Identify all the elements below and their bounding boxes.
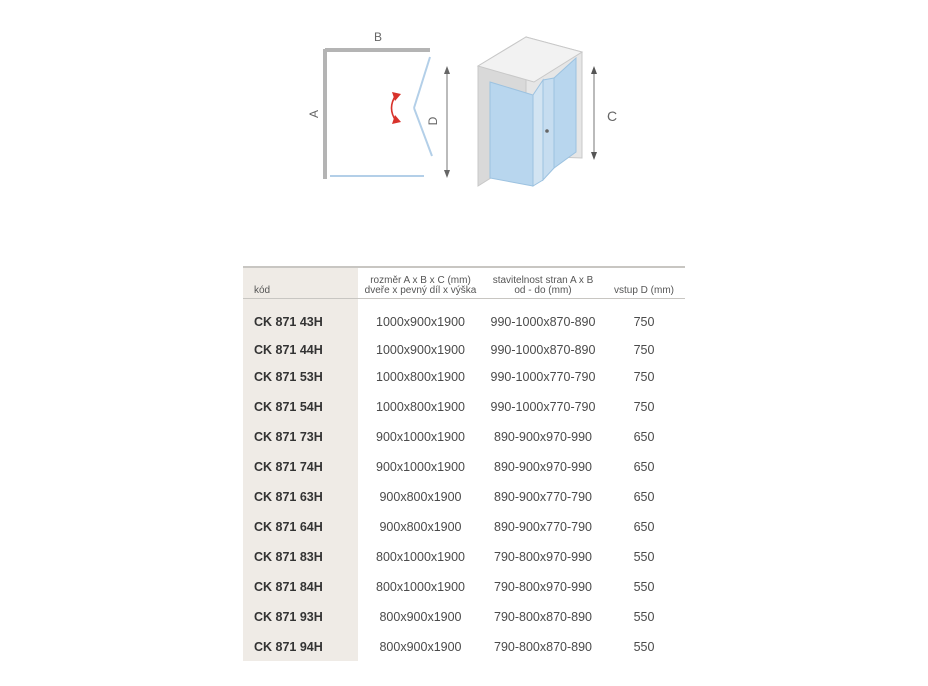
table-row xyxy=(243,338,685,362)
cell-adjustment: 790-800x970-990 xyxy=(494,580,592,594)
cell-dimensions: 900x800x1900 xyxy=(379,520,462,534)
table-row xyxy=(243,299,685,339)
header-code: kód xyxy=(243,267,358,299)
cell-code: CK 871 73H xyxy=(243,422,358,452)
cell-entry: 750 xyxy=(633,343,655,357)
cell-adjustment: 890-900x970-990 xyxy=(494,460,592,474)
cell-code: CK 871 94H xyxy=(243,632,358,661)
cell-code: CK 871 64H xyxy=(243,512,358,542)
cell-code: CK 871 83H xyxy=(243,542,358,572)
cell-dimensions: 900x1000x1900 xyxy=(376,430,465,444)
table-row xyxy=(243,362,685,392)
label-c: C xyxy=(606,108,618,124)
specification-table xyxy=(243,266,685,661)
cell-entry: 650 xyxy=(633,520,655,534)
cell-dimensions: 800x900x1900 xyxy=(379,639,462,654)
table-header-row xyxy=(243,267,685,299)
header-dimensions-line2: dveře x pevný díl x výška xyxy=(364,285,477,296)
table-row xyxy=(243,632,685,661)
product-diagram xyxy=(0,0,928,240)
header-adjustment-line2: od - do (mm) xyxy=(514,285,572,296)
table-row xyxy=(243,392,685,422)
cell-entry: 550 xyxy=(633,550,655,564)
table-row xyxy=(243,572,685,602)
table-row xyxy=(243,482,685,512)
table-row xyxy=(243,422,685,452)
cell-dimensions: 800x1000x1900 xyxy=(376,550,465,564)
cell-dimensions: 900x1000x1900 xyxy=(376,460,465,474)
cell-entry: 650 xyxy=(633,430,655,444)
cell-adjustment: 890-900x970-990 xyxy=(494,430,592,444)
cell-code: CK 871 44H xyxy=(243,338,358,362)
cell-entry: 550 xyxy=(633,610,655,624)
cell-adjustment: 890-900x770-790 xyxy=(494,490,592,504)
perspective-view-diagram xyxy=(0,0,928,220)
label-d: D xyxy=(426,116,440,126)
table-row xyxy=(243,542,685,572)
cell-adjustment: 990-1000x870-890 xyxy=(490,343,596,357)
cell-code: CK 871 93H xyxy=(243,602,358,632)
cell-entry: 550 xyxy=(633,580,655,594)
cell-code: CK 871 84H xyxy=(243,572,358,602)
cell-dimensions: 1000x900x1900 xyxy=(376,343,465,357)
cell-dimensions: 800x900x1900 xyxy=(379,610,462,624)
cell-dimensions: 800x1000x1900 xyxy=(376,580,465,594)
cell-dimensions: 900x800x1900 xyxy=(379,490,462,504)
cell-entry: 750 xyxy=(633,314,655,329)
cell-adjustment: 790-800x970-990 xyxy=(494,550,592,564)
header-adjustment-line1: stavitelnost stran A x B xyxy=(492,275,594,286)
header-dimensions-line1: rozměr A x B x C (mm) xyxy=(370,275,471,286)
cell-adjustment: 990-1000x870-890 xyxy=(490,314,596,329)
cell-dimensions: 1000x800x1900 xyxy=(376,400,465,414)
header-dimensions xyxy=(358,267,483,299)
cell-adjustment: 790-800x870-890 xyxy=(494,610,592,624)
table-row xyxy=(243,602,685,632)
cell-code: CK 871 74H xyxy=(243,452,358,482)
cell-dimensions: 1000x900x1900 xyxy=(376,314,465,329)
cell-adjustment: 990-1000x770-790 xyxy=(490,400,596,414)
cell-code: CK 871 43H xyxy=(243,299,358,339)
cell-entry: 550 xyxy=(633,639,655,654)
header-adjustment xyxy=(483,267,603,299)
cell-adjustment: 990-1000x770-790 xyxy=(490,370,596,384)
cell-entry: 650 xyxy=(633,460,655,474)
table-row xyxy=(243,452,685,482)
cell-code: CK 871 63H xyxy=(243,482,358,512)
cell-entry: 650 xyxy=(633,490,655,504)
label-a: A xyxy=(307,109,321,119)
cell-code: CK 871 54H xyxy=(243,392,358,422)
cell-entry: 750 xyxy=(633,400,655,414)
table-row xyxy=(243,512,685,542)
cell-dimensions: 1000x800x1900 xyxy=(376,370,465,384)
cell-adjustment: 790-800x870-890 xyxy=(494,639,592,654)
cell-adjustment: 890-900x770-790 xyxy=(494,520,592,534)
header-entry: vstup D (mm) xyxy=(603,267,685,299)
label-b: B xyxy=(373,30,383,44)
cell-entry: 750 xyxy=(633,370,655,384)
cell-code: CK 871 53H xyxy=(243,362,358,392)
